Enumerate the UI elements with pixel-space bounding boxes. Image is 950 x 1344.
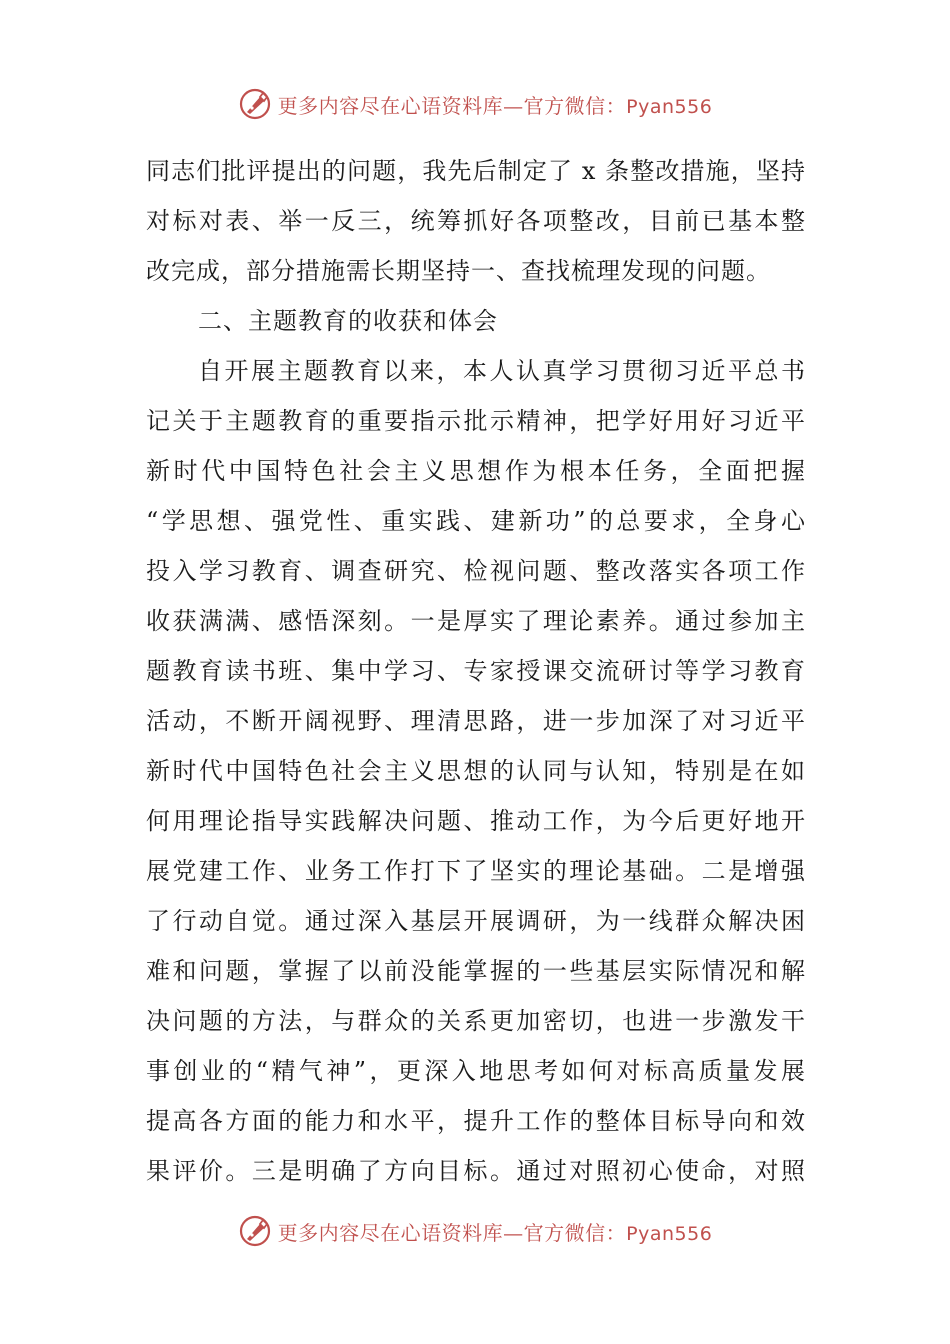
text-line: 改完成，部分措施需长期坚持一、查找梳理发现的问题。 (146, 257, 771, 285)
text-line: 对标对表、举一反三，统筹抓好各项整改，目前已基本整 (146, 207, 806, 235)
text-line: 果评价。三是明确了方向目标。通过对照初心使命，对照 (146, 1157, 806, 1185)
document-body (146, 146, 806, 1196)
text-line: 收获满满、感悟深刻。一是厚实了理论素养。通过参加主 (146, 607, 806, 635)
text-line: 了行动自觉。通过深入基层开展调研，为一线群众解决困 (146, 907, 806, 935)
text-line: 事创业的“精气神”，更深入地思考如何对标高质量发展 (146, 1057, 806, 1085)
text-line: 同志们批评提出的问题，我先后制定了 x 条整改措施，坚持 (146, 157, 806, 185)
watermark-footer (0, 1211, 950, 1251)
watermark-header (0, 84, 950, 124)
text-line: 题教育读书班、集中学习、专家授课交流研讨等学习教育 (146, 657, 806, 685)
pen-nib-icon (238, 1214, 272, 1248)
text-line: 决问题的方法，与群众的关系更加密切，也进一步激发干 (146, 1007, 806, 1035)
text-line: 展党建工作、业务工作打下了坚实的理论基础。二是增强 (146, 857, 806, 885)
text-line: 难和问题，掌握了以前没能掌握的一些基层实际情况和解 (146, 957, 806, 985)
watermark-text: 更多内容尽在心语资料库—官方微信：Pyan556 (277, 1220, 713, 1245)
watermark-text: 更多内容尽在心语资料库—官方微信：Pyan556 (277, 93, 713, 118)
text-line: 投入学习教育、调查研究、检视问题、整改落实各项工作 (146, 557, 806, 585)
pen-nib-icon (238, 87, 272, 121)
text-line: 何用理论指导实践解决问题、推动工作，为今后更好地开 (146, 807, 806, 835)
text-line: 活动，不断开阔视野、理清思路，进一步加深了对习近平 (146, 707, 806, 735)
text-line: 提高各方面的能力和水平，提升工作的整体目标导向和效 (146, 1107, 806, 1135)
text-line: 新时代中国特色社会主义思想的认同与认知，特别是在如 (146, 757, 806, 785)
text-line: 新时代中国特色社会主义思想作为根本任务，全面把握 (146, 457, 806, 485)
section-heading: 二、主题教育的收获和体会 (198, 307, 498, 335)
text-line: 自开展主题教育以来，本人认真学习贯彻习近平总书 (198, 357, 806, 385)
text-line: 记关于主题教育的重要指示批示精神，把学好用好习近平 (146, 407, 806, 435)
text-line: “学思想、强党性、重实践、建新功”的总要求，全身心 (146, 507, 806, 535)
